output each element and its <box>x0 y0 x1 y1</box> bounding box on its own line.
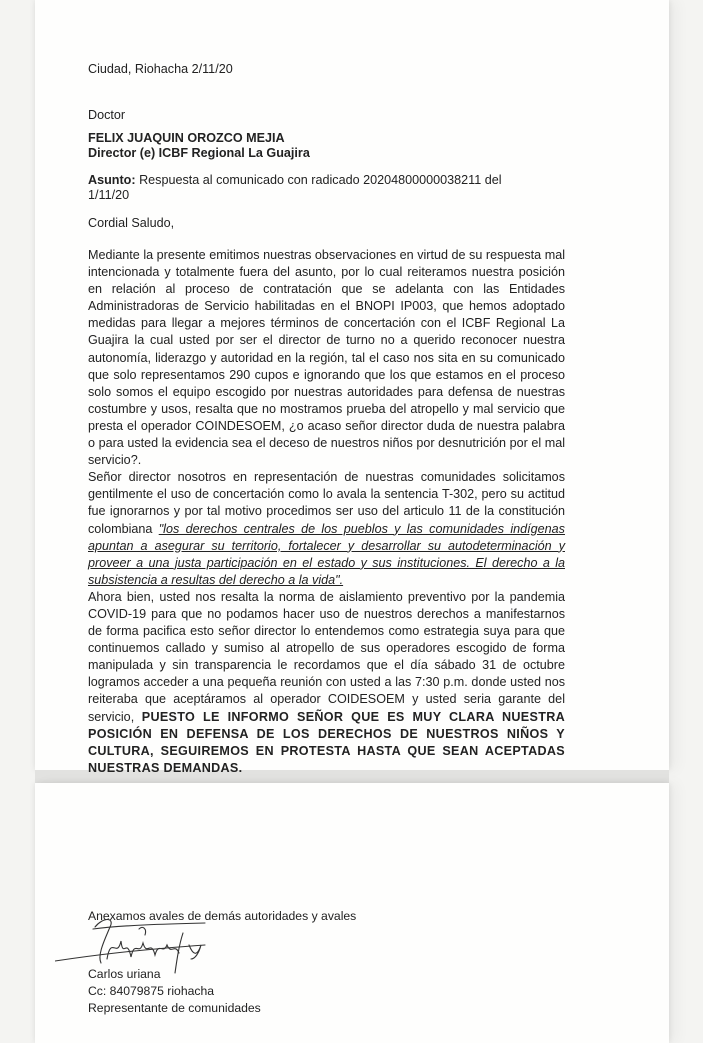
paragraph-3 <box>88 589 565 777</box>
signer-name: Carlos uriana <box>88 967 161 981</box>
subject-line-2: 1/11/20 <box>88 188 130 202</box>
subject-line <box>88 173 502 188</box>
salutation-title: Doctor <box>88 108 126 122</box>
paragraph-3-emphasis: PUESTO LE INFORMO SEÑOR QUE ES MUY CLARA NUESTRA POSICIÓN EN DEFENSA DE LOS DERECHOS DE NUESTROS NIÑOS Y CULTURA, SEGUIREMOS EN PROTESTA HASTA QUE SEAN ACEPTADAS NUESTRAS DEMANDAS. <box>88 709 565 775</box>
signer-role: Representante de comunidades <box>88 1001 261 1015</box>
constitution-quote: "los derechos centrales de los pueblos y las comunidades indígenas apuntan a asegurar su territorio, fortalecer y desarrollar su autodeterminación y proveer a una justa participación en el estado y sus instituciones. El derecho a la subsistencia a resultas del derecho a la vida". <box>88 521 565 587</box>
greeting: Cordial Saludo, <box>88 216 175 230</box>
subject-label: Asunto: <box>88 173 136 187</box>
paragraph-2-intro: Señor director nosotros en representación de nuestras comunidades solicitamos gentilmente el uso de concertación como lo avala la sentencia T-302, pero su actitud fue ignorarnos y por tal motivo procedimos ser uso del articulo 11 de la constitución colombiana <box>88 470 565 536</box>
recipient-role: Director (e) ICBF Regional La Guajira <box>88 146 310 160</box>
signer-id: Cc: 84079875 riohacha <box>88 984 215 998</box>
annex-note: Anexamos avales de demás autoridades y avales <box>88 909 357 923</box>
place-date: Ciudad, Riohacha 2/11/20 <box>88 62 233 76</box>
recipient-name: FELIX JUAQUIN OROZCO MEJIA <box>88 131 285 145</box>
paragraph-1: Mediante la presente emitimos nuestras observaciones en virtud de su respuesta mal intencionada y totalmente fuera del asunto, por lo cual reiteramos nuestra posición en relación al proceso de contratación que se adelanta con las Entidades Administradoras de Servicio habilitadas en el BNOPI IP003, que hemos adoptado medidas para llegar a mejores términos de concertación con el ICBF Regional La Guajira la cual usted por ser el director de turno no a querido reconocer nuestra autonomía, liderazgo y autoridad en la región, tal el caso nos sita en su comunicado que solo representamos 290 cupos e ignorando que los que estamos en el proceso solo somos el equipo escogido por nuestras autoridades para defensa de nuestras costumbre y usos, resalta que no mostramos prueba del atropello y mal servicio que presta el operador COINDESOEM, ¿o acaso señor director duda de nuestra palabra o para usted la evidencia sea el deceso de nuestros niños por desnutrición por el mal servicio?. <box>88 248 565 468</box>
subject-text: Respuesta al comunicado con radicado 20204800000038211 del <box>135 173 502 187</box>
letter-body <box>88 247 565 777</box>
paragraph-2 <box>88 469 565 589</box>
paragraph-3-text: Ahora bien, usted nos resalta la norma de aislamiento preventivo por la pandemia COVID-19 para que no podamos hacer uso de nuestros derechos a manifestarnos de forma pacifica esto señor director lo entendemos como estrategia suya para que continuemos callado y sumiso al atropello de sus operadores escogido de forma manipulada y sin transparencia le recordamos que el día sábado 31 de octubre logramos acceder a una pequeña reunión con usted a las 7:30 p.m. donde usted nos reiteraba que aceptáramos al operador COIDESOEM y usted seria garante del servicio, <box>88 589 565 724</box>
